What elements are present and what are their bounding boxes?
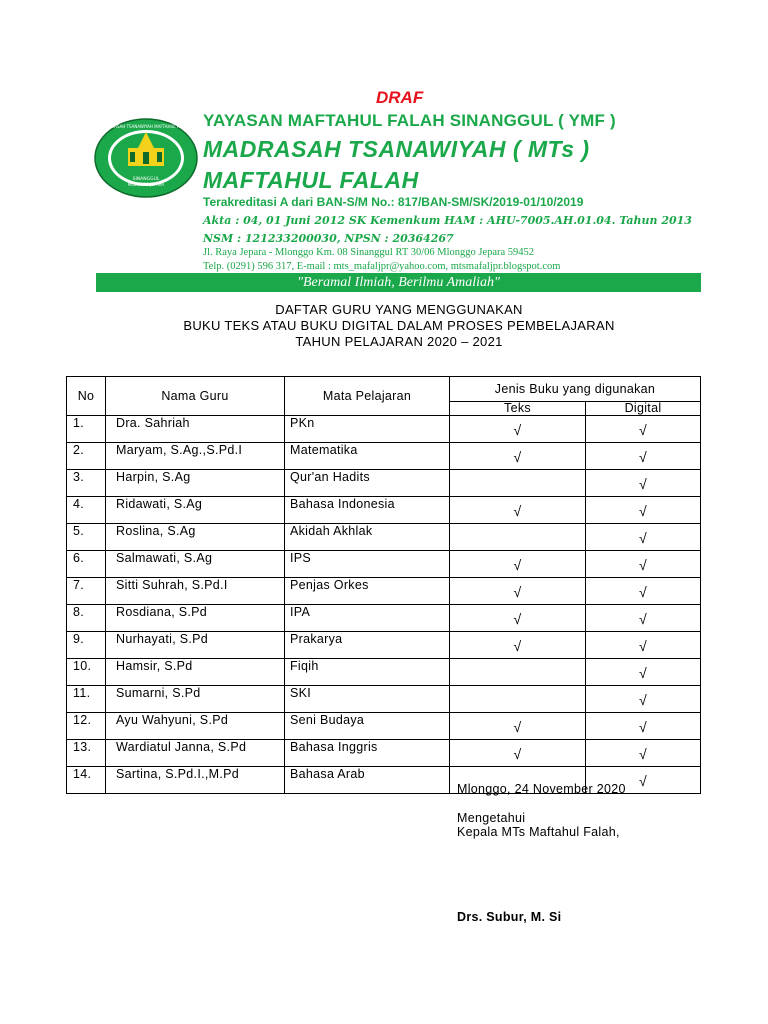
table-row: [67, 551, 701, 578]
foundation-name: YAYASAN MAFTAHUL FALAH SINANGGUL ( YMF ): [203, 111, 616, 130]
cell-mapel: Bahasa Inggris: [285, 740, 450, 767]
check-mark-icon: √: [513, 611, 522, 627]
cell-mapel: Matematika: [285, 443, 450, 470]
cell-teks: [450, 659, 586, 686]
cell-teks: [450, 632, 586, 659]
check-mark-icon: √: [513, 449, 522, 465]
cell-digital: [586, 605, 701, 632]
teacher-table: [66, 376, 701, 794]
cell-nama: Wardiatul Janna, S.Pd: [106, 740, 285, 767]
check-mark-icon: √: [639, 476, 647, 492]
table-body: [67, 416, 701, 794]
cell-digital: [586, 497, 701, 524]
headmaster-name: Drs. Subur, M. Si: [457, 910, 562, 924]
table-row: [67, 686, 701, 713]
cell-teks: [450, 524, 586, 551]
cell-nama: Sumarni, S.Pd: [106, 686, 285, 713]
header-mapel: Mata Pelajaran: [285, 377, 450, 416]
cell-digital: [586, 443, 701, 470]
contact-info: Telp. (0291) 596 317, E-mail : mts_mafaljpr@yahoo.com, mtsmafaljpr.blogspot.com: [203, 261, 561, 272]
cell-no: 2.: [67, 443, 106, 470]
logo-top-text: MADRASAH TSANAWIYAH MAFTAHUL FALAH: [102, 124, 190, 129]
title-line2: BUKU TEKS ATAU BUKU DIGITAL DALAM PROSES PEMBELAJARAN: [183, 318, 615, 333]
cell-no: 14.: [67, 767, 106, 794]
check-mark-icon: √: [513, 584, 522, 600]
check-mark-icon: √: [639, 665, 647, 681]
table-row: [67, 713, 701, 740]
table-row: [67, 578, 701, 605]
check-mark-icon: √: [639, 692, 647, 708]
acknowledged-label: Mengetahui: [457, 811, 526, 825]
cell-digital: [586, 632, 701, 659]
check-mark-icon: √: [513, 746, 522, 762]
cell-mapel: Prakarya: [285, 632, 450, 659]
cell-digital: [586, 659, 701, 686]
cell-mapel: Qur'an Hadits: [285, 470, 450, 497]
cell-nama: Roslina, S.Ag: [106, 524, 285, 551]
cell-nama: Ayu Wahyuni, S.Pd: [106, 713, 285, 740]
cell-mapel: Seni Budaya: [285, 713, 450, 740]
check-mark-icon: √: [513, 422, 522, 438]
cell-teks: [450, 551, 586, 578]
check-mark-icon: √: [639, 449, 647, 465]
check-mark-icon: √: [639, 719, 647, 735]
cell-no: 10.: [67, 659, 106, 686]
cell-mapel: Penjas Orkes: [285, 578, 450, 605]
cell-nama: Ridawati, S.Ag: [106, 497, 285, 524]
check-mark-icon: √: [513, 557, 522, 573]
table-row: [67, 470, 701, 497]
cell-teks: [450, 497, 586, 524]
cell-mapel: IPA: [285, 605, 450, 632]
cell-mapel: Bahasa Indonesia: [285, 497, 450, 524]
cell-teks: [450, 713, 586, 740]
table-row: [67, 740, 701, 767]
cell-nama: Sartina, S.Pd.I.,M.Pd: [106, 767, 285, 794]
motto-bar: [96, 273, 701, 292]
title-line3: TAHUN PELAJARAN 2020 – 2021: [295, 334, 503, 349]
header-nama: Nama Guru: [106, 377, 285, 416]
header-jenis: Jenis Buku yang digunakan: [450, 377, 701, 402]
place-date: Mlonggo, 24 November 2020: [457, 782, 626, 796]
check-mark-icon: √: [639, 584, 647, 600]
check-mark-icon: √: [639, 503, 647, 519]
cell-digital: [586, 524, 701, 551]
cell-no: 3.: [67, 470, 106, 497]
cell-digital: [586, 470, 701, 497]
deed-info: Akta : 04, 01 Juni 2012 SK Kemenkum HAM : AHU-7005.AH.01.04. Tahun 2013 NSM : 121233200030, NPSN : 20364267: [203, 214, 692, 245]
cell-teks: [450, 578, 586, 605]
cell-digital: [586, 740, 701, 767]
table-row: [67, 605, 701, 632]
check-mark-icon: √: [639, 530, 647, 546]
cell-nama: Harpin, S.Ag: [106, 470, 285, 497]
table-row: [67, 443, 701, 470]
cell-nama: Sitti Suhrah, S.Pd.I: [106, 578, 285, 605]
cell-mapel: SKI: [285, 686, 450, 713]
cell-digital: [586, 551, 701, 578]
check-mark-icon: √: [513, 638, 522, 654]
cell-nama: Dra. Sahriah: [106, 416, 285, 443]
cell-no: 8.: [67, 605, 106, 632]
cell-teks: [450, 686, 586, 713]
cell-nama: Salmawati, S.Ag: [106, 551, 285, 578]
address: Jl. Raya Jepara - Mlonggo Km. 08 Sinanggul RT 30/06 Mlonggo Jepara 59452: [203, 247, 535, 258]
check-mark-icon: √: [639, 746, 647, 762]
table-row: [67, 416, 701, 443]
header-digital: Digital: [586, 402, 701, 416]
cell-no: 5.: [67, 524, 106, 551]
draft-label: DRAF: [376, 88, 424, 107]
cell-no: 13.: [67, 740, 106, 767]
cell-digital: [586, 686, 701, 713]
cell-teks: [450, 443, 586, 470]
cell-no: 7.: [67, 578, 106, 605]
cell-nama: Rosdiana, S.Pd: [106, 605, 285, 632]
logo-bottom-text-1: SINANGGUL: [132, 177, 160, 182]
cell-teks: [450, 740, 586, 767]
check-mark-icon: √: [639, 638, 647, 654]
school-name-line2: MAFTAHUL FALAH: [203, 167, 419, 193]
cell-no: 1.: [67, 416, 106, 443]
cell-no: 9.: [67, 632, 106, 659]
cell-no: 6.: [67, 551, 106, 578]
cell-digital: [586, 713, 701, 740]
header-teks: Teks: [450, 402, 586, 416]
logo-bottom-text-2: MLONGGO JEPARA: [127, 182, 165, 187]
accreditation: Terakreditasi A dari BAN-S/M No.: 817/BAN-SM/SK/2019-01/10/2019: [203, 195, 584, 209]
table-row: [67, 524, 701, 551]
motto: "Beramal Ilmiah, Berilmu Amaliah": [297, 275, 500, 290]
title-line1: DAFTAR GURU YANG MENGGUNAKAN: [275, 302, 523, 317]
cell-no: 11.: [67, 686, 106, 713]
cell-teks: [450, 605, 586, 632]
table-row: [67, 632, 701, 659]
cell-digital: [586, 578, 701, 605]
header-no: No: [67, 377, 106, 416]
cell-mapel: Bahasa Arab: [285, 767, 450, 794]
check-mark-icon: √: [639, 773, 647, 789]
table-row: [67, 659, 701, 686]
cell-no: 12.: [67, 713, 106, 740]
position-label: Kepala MTs Maftahul Falah,: [457, 825, 620, 839]
cell-mapel: PKn: [285, 416, 450, 443]
check-mark-icon: √: [639, 557, 647, 573]
cell-no: 4.: [67, 497, 106, 524]
cell-teks: [450, 470, 586, 497]
check-mark-icon: √: [513, 719, 522, 735]
cell-nama: Maryam, S.Ag.,S.Pd.I: [106, 443, 285, 470]
cell-nama: Hamsir, S.Pd: [106, 659, 285, 686]
cell-digital: [586, 416, 701, 443]
school-name-line1: MADRASAH TSANAWIYAH ( MTs ): [203, 136, 590, 162]
check-mark-icon: √: [639, 611, 647, 627]
cell-nama: Nurhayati, S.Pd: [106, 632, 285, 659]
school-logo: [94, 118, 198, 198]
cell-teks: [450, 416, 586, 443]
cell-mapel: Akidah Akhlak: [285, 524, 450, 551]
cell-mapel: Fiqih: [285, 659, 450, 686]
check-mark-icon: √: [513, 503, 522, 519]
cell-mapel: IPS: [285, 551, 450, 578]
table-row: [67, 497, 701, 524]
check-mark-icon: √: [639, 422, 647, 438]
